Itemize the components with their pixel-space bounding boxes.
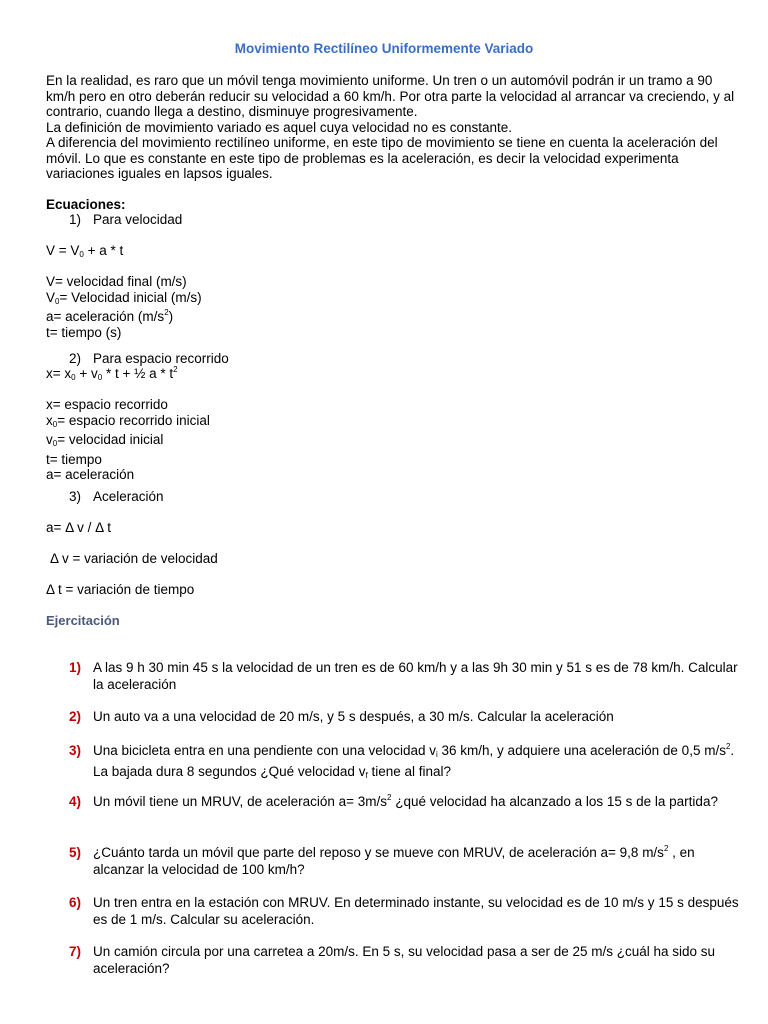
- formula-velocity: [46, 243, 123, 263]
- equations-heading: Ecuaciones:: [46, 197, 126, 212]
- exercise-subscript: i: [436, 750, 438, 759]
- exercise-number: 4): [69, 794, 82, 809]
- def-delta-t: Δ t = variación de tiempo: [46, 582, 195, 597]
- exercise-item: [69, 743, 749, 784]
- exercise-number: 2): [69, 709, 82, 724]
- exercise-item: [69, 660, 749, 693]
- exercise-text-part: ¿Cuánto tarda un móvil que parte del reposo y se mueve con MRUV, de aceleración a= 9,8 m/s: [93, 845, 664, 860]
- exercise-superscript: 2: [725, 742, 731, 751]
- exercise-item: [69, 794, 749, 811]
- equation-item-2: [69, 351, 229, 367]
- exercise-text: [93, 743, 749, 784]
- exercise-superscript: 2: [663, 844, 669, 853]
- formula-distance-subscript: 0: [97, 373, 103, 382]
- formula-distance-part: x= x: [46, 366, 72, 381]
- intro-paragraph-3: A diferencia del movimiento rectilíneo uniforme, en este tipo de movimiento se tiene en cuenta la aceleración del móvil. Lo que es constante en este tipo de problemas es la aceleración, es decir la velocidad experimenta variaciones iguales en lapsos iguales.: [46, 135, 718, 181]
- formula-velocity-part: V = V: [46, 243, 80, 258]
- formula-distance: [46, 366, 178, 386]
- exercise-number: 6): [69, 895, 82, 910]
- def-acceleration-part: a= aceleración (m/s: [46, 309, 165, 324]
- equation-item-1: [69, 212, 182, 228]
- def-initial-distance-subscript: 0: [52, 419, 58, 429]
- exercise-text-part: , en alcanzar la velocidad de 100 km/h?: [93, 845, 695, 877]
- def-initial-velocity-part: = Velocidad inicial (m/s): [59, 289, 202, 305]
- exercise-text-part: tiene al final?: [367, 763, 451, 779]
- exercise-text: [93, 794, 749, 811]
- equation-item-1-number: 1): [69, 212, 82, 227]
- equation-item-2-number: 2): [69, 351, 82, 366]
- equation-item-3: [69, 489, 164, 505]
- exercise-text-part: ¿qué velocidad ha alcanzado a los 15 s de la partida?: [391, 794, 718, 809]
- def-initial-distance-part: = espacio recorrido inicial: [57, 412, 210, 428]
- exercise-text-part: Un móvil tiene un MRUV, de aceleración a= 3m/s: [93, 794, 388, 809]
- page-title: Movimiento Rectilíneo Uniformemente Variado: [234, 41, 534, 56]
- def-initial-velocity-subscript: 0: [55, 296, 60, 306]
- velocity-definitions: [46, 274, 202, 340]
- equation-item-1-label: Para velocidad: [93, 212, 183, 227]
- def-initial-velocity-2-part: v: [46, 432, 53, 447]
- def-initial-distance-part: x: [46, 412, 53, 428]
- def-initial-velocity-part: V: [46, 289, 56, 305]
- def-time: t= tiempo (s): [46, 324, 122, 340]
- exercise-subscript: f: [365, 770, 368, 780]
- exercise-number: 5): [69, 845, 82, 860]
- exercise-text: Un auto va a una velocidad de 20 m/s, y 5 s después, a 30 m/s. Calcular la aceleración: [93, 709, 614, 724]
- exercise-number: 3): [69, 743, 82, 758]
- exercise-item: [69, 944, 749, 977]
- exercise-item: [69, 709, 749, 726]
- exercises-heading: Ejercitación: [46, 613, 120, 628]
- exercise-text: [93, 845, 749, 878]
- def-time-2: t= tiempo: [46, 451, 102, 467]
- def-initial-velocity-2-subscript: 0: [52, 439, 58, 448]
- intro-text: [46, 73, 736, 182]
- distance-definitions: [46, 397, 210, 483]
- intro-paragraph-1: En la realidad, es raro que un móvil tenga movimiento uniforme. Un tren o un automóvil podrán ir un tramo a 90 km/h pero en otro deberán reducir su velocidad a 60 km/h. Por otra parte la velocidad al arrancar va creciendo, y al contrario, cuando llega a destino, disminuye progresivamente.: [46, 73, 735, 119]
- formula-velocity-part: + a * t: [83, 243, 124, 258]
- def-delta-v: Δ v = variación de velocidad: [50, 551, 218, 566]
- def-acceleration-2: a= aceleración: [46, 467, 135, 482]
- formula-distance-part: + v: [75, 366, 98, 381]
- intro-paragraph-2: La definición de movimiento variado es aquel cuya velocidad no es constante.: [46, 119, 513, 135]
- exercise-text-part: 36 km/h, y adquiere una aceleración de 0,5 m/s: [437, 743, 726, 758]
- def-acceleration-part: ): [168, 309, 174, 324]
- exercise-text-part: Una bicicleta entra en una pendiente con una velocidad v: [93, 743, 436, 758]
- def-initial-velocity: [46, 290, 202, 310]
- exercise-superscript: 2: [387, 793, 392, 802]
- def-initial-velocity-2: [46, 432, 210, 452]
- exercise-item: [69, 895, 749, 928]
- exercise-text: Un tren entra en la estación con MRUV. En determinado instante, su velocidad es de 10 m/s y 15 s después es de 1 m/s. Calcular su aceleración.: [93, 895, 739, 927]
- formula-distance-subscript: 0: [71, 373, 76, 382]
- def-acceleration-superscript: 2: [164, 308, 169, 317]
- equation-item-3-number: 3): [69, 489, 82, 504]
- def-initial-velocity-2-part: = velocidad inicial: [57, 432, 164, 447]
- def-distance: x= espacio recorrido: [46, 397, 168, 412]
- equation-item-3-label: Aceleración: [93, 489, 164, 504]
- def-initial-distance: [46, 413, 210, 433]
- exercise-number: 7): [69, 944, 82, 959]
- equation-item-2-label: Para espacio recorrido: [93, 351, 229, 366]
- formula-acceleration: a= Δ v / Δ t: [46, 520, 111, 535]
- formula-distance-superscript: 2: [173, 365, 178, 374]
- formula-distance-part: * t + ½ a * t: [102, 366, 174, 381]
- exercise-text: A las 9 h 30 min 45 s la velocidad de un tren es de 60 km/h y a las 9h 30 min y 51 s es de 78 km/h. Calcular la aceleración: [93, 660, 738, 692]
- def-final-velocity: V= velocidad final (m/s): [46, 274, 187, 289]
- exercise-text-part: . La bajada dura 8 segundos ¿Qué velocidad v: [93, 743, 735, 779]
- exercise-text: Un camión circula por una carretea a 20m/s. En 5 s, su velocidad pasa a ser de 25 m/s ¿cuál ha sido su aceleración?: [93, 944, 716, 976]
- formula-velocity-subscript: 0: [79, 250, 84, 259]
- exercise-number: 1): [69, 660, 82, 675]
- def-acceleration: [46, 309, 202, 325]
- exercise-item: [69, 845, 749, 878]
